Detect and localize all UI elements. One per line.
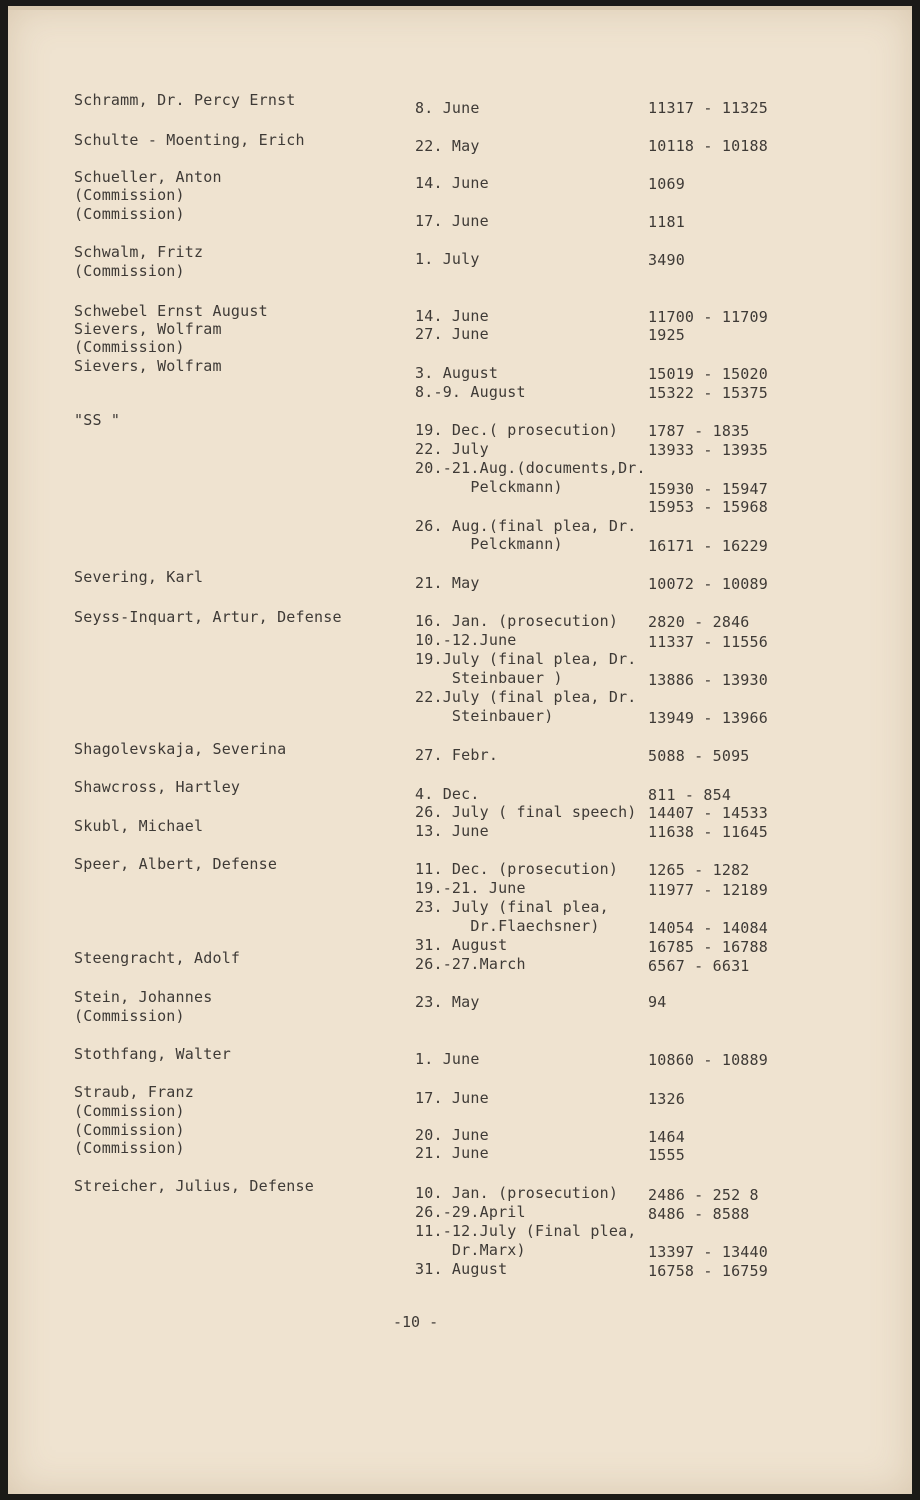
entry-date: 14. June xyxy=(415,307,489,325)
entry-pages: 5088 - 5095 xyxy=(648,747,750,765)
entry-name: Schwalm, Fritz xyxy=(74,243,204,261)
entry-date: 14. June xyxy=(415,174,489,192)
entry-name: (Commission) xyxy=(74,1007,185,1025)
entry-date: Pelckmann) xyxy=(415,535,563,553)
entry-pages: 2820 - 2846 xyxy=(648,613,750,631)
entry-pages: 94 xyxy=(648,993,667,1011)
entry-name: (Commission) xyxy=(74,338,185,356)
entry-date: 27. June xyxy=(415,325,489,343)
entry-pages: 1181 xyxy=(648,213,685,231)
entry-date: 21. May xyxy=(415,574,480,592)
document-page xyxy=(8,6,912,1494)
entry-date: Dr.Flaechsner) xyxy=(415,917,600,935)
entry-date: 16. Jan. (prosecution) xyxy=(415,612,619,630)
entry-name: Schwebel Ernst August xyxy=(74,302,268,320)
entry-name: Skubl, Michael xyxy=(74,817,204,835)
entry-date: 31. August xyxy=(415,936,508,954)
entry-date: 20. June xyxy=(415,1126,489,1144)
entry-pages: 1265 - 1282 xyxy=(648,861,750,879)
entry-pages: 14054 - 14084 xyxy=(648,919,768,937)
entry-pages: 16785 - 16788 xyxy=(648,938,768,956)
entry-pages: 15019 - 15020 xyxy=(648,365,768,383)
entry-name: Stothfang, Walter xyxy=(74,1045,231,1063)
entry-pages: 13397 - 13440 xyxy=(648,1243,768,1261)
entry-pages: 11317 - 11325 xyxy=(648,99,768,117)
entry-pages: 15953 - 15968 xyxy=(648,498,768,516)
entry-name: (Commission) xyxy=(74,205,185,223)
entry-pages: 13886 - 13930 xyxy=(648,671,768,689)
entry-pages: 14407 - 14533 xyxy=(648,804,768,822)
entry-name: Severing, Karl xyxy=(74,568,204,586)
entry-date: 26.-27.March xyxy=(415,955,526,973)
entry-date: 19. Dec.( prosecution) xyxy=(415,421,619,439)
entry-pages: 15322 - 15375 xyxy=(648,384,768,402)
entry-pages: 6567 - 6631 xyxy=(648,957,750,975)
entry-name: Stein, Johannes xyxy=(74,988,213,1006)
entry-date: 26. July ( final speech) xyxy=(415,803,637,821)
page-edge xyxy=(8,6,912,10)
entry-pages: 11977 - 12189 xyxy=(648,881,768,899)
entry-name: Straub, Franz xyxy=(74,1083,194,1101)
entry-name: (Commission) xyxy=(74,1139,185,1157)
entry-name: (Commission) xyxy=(74,1102,185,1120)
entry-name: (Commission) xyxy=(74,1121,185,1139)
entry-pages: 10860 - 10889 xyxy=(648,1051,768,1069)
entry-name: "SS " xyxy=(74,411,121,429)
entry-pages: 1787 - 1835 xyxy=(648,422,750,440)
entry-date: Dr.Marx) xyxy=(415,1241,526,1259)
entry-date: 1. July xyxy=(415,250,480,268)
entry-date: 3. August xyxy=(415,364,499,382)
entry-pages: 1069 xyxy=(648,175,685,193)
entry-date: 1. June xyxy=(415,1050,480,1068)
entry-pages: 8486 - 8588 xyxy=(648,1205,750,1223)
entry-date: 17. June xyxy=(415,1089,489,1107)
entry-name: Schramm, Dr. Percy Ernst xyxy=(74,91,296,109)
entry-name: Shawcross, Hartley xyxy=(74,778,241,796)
entry-date: 8. June xyxy=(415,99,480,117)
entry-date: 11. Dec. (prosecution) xyxy=(415,860,619,878)
entry-date: 23. July (final plea, xyxy=(415,898,609,916)
entry-date: 31. August xyxy=(415,1260,508,1278)
entry-pages: 13949 - 13966 xyxy=(648,709,768,727)
entry-pages: 1464 xyxy=(648,1128,685,1146)
entry-date: 13. June xyxy=(415,822,489,840)
entry-pages: 11700 - 11709 xyxy=(648,308,768,326)
entry-pages: 11638 - 11645 xyxy=(648,823,768,841)
entry-date: 26. Aug.(final plea, Dr. xyxy=(415,517,637,535)
entry-name: Schulte - Moenting, Erich xyxy=(74,131,305,149)
entry-date: 22. May xyxy=(415,137,480,155)
entry-date: 10. Jan. (prosecution) xyxy=(415,1184,619,1202)
entry-name: Streicher, Julius, Defense xyxy=(74,1177,314,1195)
entry-name: (Commission) xyxy=(74,186,185,204)
entry-pages: 1326 xyxy=(648,1090,685,1108)
entry-date: 19.July (final plea, Dr. xyxy=(415,650,637,668)
entry-pages: 3490 xyxy=(648,251,685,269)
entry-date: 4. Dec. xyxy=(415,785,480,803)
entry-name: Sievers, Wolfram xyxy=(74,320,222,338)
entry-date: Steinbauer) xyxy=(415,707,554,725)
entry-name: (Commission) xyxy=(74,262,185,280)
entry-pages: 2486 - 252 8 xyxy=(648,1186,759,1204)
entry-pages: 10118 - 10188 xyxy=(648,137,768,155)
entry-date: Pelckmann) xyxy=(415,478,563,496)
page-number: -10 - xyxy=(393,1313,439,1331)
entry-name: Sievers, Wolfram xyxy=(74,357,222,375)
entry-name: Seyss-Inquart, Artur, Defense xyxy=(74,608,342,626)
entry-date: 21. June xyxy=(415,1144,489,1162)
entry-date: 8.-9. August xyxy=(415,383,526,401)
entry-name: Schueller, Anton xyxy=(74,168,222,186)
entry-pages: 811 - 854 xyxy=(648,786,732,804)
entry-name: Shagolevskaja, Severina xyxy=(74,740,287,758)
entry-name: Steengracht, Adolf xyxy=(74,949,241,967)
entry-date: 26.-29.April xyxy=(415,1203,526,1221)
entry-date: 10.-12.June xyxy=(415,631,517,649)
entry-pages: 15930 - 15947 xyxy=(648,480,768,498)
entry-pages: 16171 - 16229 xyxy=(648,537,768,555)
entry-pages: 13933 - 13935 xyxy=(648,441,768,459)
entry-date: 27. Febr. xyxy=(415,746,499,764)
entry-pages: 1925 xyxy=(648,326,685,344)
entry-pages: 10072 - 10089 xyxy=(648,575,768,593)
entry-date: 23. May xyxy=(415,993,480,1011)
entry-pages: 1555 xyxy=(648,1146,685,1164)
entry-date: 20.-21.Aug.(documents,Dr. xyxy=(415,459,646,477)
entry-name: Speer, Albert, Defense xyxy=(74,855,278,873)
entry-date: 19.-21. June xyxy=(415,879,526,897)
entry-date: 22.July (final plea, Dr. xyxy=(415,688,637,706)
entry-date: 22. July xyxy=(415,440,489,458)
entry-date: 17. June xyxy=(415,212,489,230)
entry-date: Steinbauer ) xyxy=(415,669,563,687)
entry-date: 11.-12.July (Final plea, xyxy=(415,1222,637,1240)
entry-pages: 11337 - 11556 xyxy=(648,633,768,651)
entry-pages: 16758 - 16759 xyxy=(648,1262,768,1280)
